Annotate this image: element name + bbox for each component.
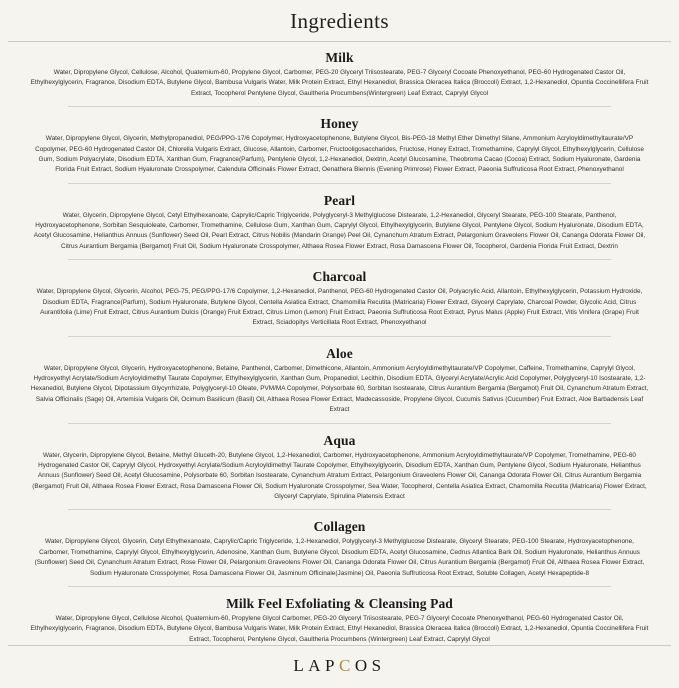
section-title: Collagen <box>313 519 366 535</box>
ingredient-section-aloe <box>26 346 653 416</box>
section-body: Water, Glycerin, Dipropylene Glycol, Betaine, Methyl Gluceth-20, Butylene Glycol, 1,2-Hexanediol, Carbomer, Hydroxyacetophenone, Ammonium Acryloyldimethyltaurate/VP Copolymer, Tromethamine, PEG-60 Hydrogenated Castor Oil, Caprylyl Glycol, Hydroxyethyl Acrylate/Sodium Acryloyldimethyl Taurate Copolymer, Ethylhexylglycerin, Disodium EDTA, Xanthan Gum, Pentylene Glycol, Sodium Hyaluronate, Helianthus Annuus (Sunflower) Seed Oil, Acetyl Glucosamine, Polysorbate 60, Sorbitan Isostearate, Cynanchum Atratum Extract, Pelargonium Graveolens Flower Oil, Cananga Odorata Flower Oil, Citrus Aurantium Bergamia (Bergamot) Fruit Oil, Althaea Rosea Flower Extract, Rosa Damascena Flower Oil, Sodium Hyaluronate Crosspolymer, Sea Water, Tocopherol, Centella Asiatica Extract, Chamomilla Recutita (Matricaria) Flower Extract, Glyceryl Caprylate, Spirulina Platensis Extract <box>32 451 647 500</box>
section-divider <box>68 423 611 424</box>
section-body: Water, Dipropylene Glycol, Cellulose, Alcohol, Quaternium-60, Propylene Glycol, Carbomer, PEG-20 Glyceryl Triisostearate, PEG-7 Glyceryl Cocoate Phenoxyethanol, PEG-60 Hydrogenated Castor Oil, Ethylhexylglycerin, Fragrance, Disodium EDTA, Butylene Glycol, Bambusa Vulgaris Water, Milk Protein Extract, Ethyl Hexanediol, Brassica Oleracea Italica (Broccoli) Extract, 1,2-Hexanediol, Opuntia Coccinellifera Fruit Extract, Tocopherol Pentylene Glycol, Gaultheria Procumbens(Wintergreen) Leaf Extract, Caprylyl Glycol <box>30 69 649 97</box>
page-title: Ingredients <box>290 9 389 33</box>
brand-logo-part3: OS <box>354 656 386 675</box>
section-divider <box>68 509 611 510</box>
ingredient-section-charcoal <box>26 269 653 329</box>
section-body: Water, Glycerin, Dipropylene Glycol, Cetyl Ethylhexanoate, Caprylic/Capric Triglyceride, Polyglyceryl-3 Methylglucose Distearate, 1,2-Hexanediol, Glyceryl Stearate, PEG-100 Stearate, Panthenol, Hydroxyacetophenone, Sorbitan Sesquioleate, Carbomer, Tromethamine, Cellulose Gum, Xanthan Gum, Caprylyl Glycol, Ethylhexylglycerin, Butylene Glycol, Pentylene Glycol, Sodium Hyaluronate, Disodium EDTA, Acetyl Glucosamine, Helianthus Annuus (Sunflower) Seed Oil, Pearl Extract, Citrus Nobilis (Mandarin Orange) Peel Oil, Cynanchum Atratum Extract, Pelargonium Graveolens Flower Oil, Cananga Odorata Flower Oil, Citrus Aurantium Bergamia (Bergamot) Fruit Oil, Sodium Hyaluronate Crosspolymer, Althaea Rosea Flower Extract, Rosa Damascena Flower Oil, Tocopherol, Gardenia Florida Fruit Extract, Dextrin <box>33 211 646 250</box>
section-title: Milk <box>325 50 354 65</box>
page-header <box>0 0 679 41</box>
section-body: Water, Dipropylene Glycol, Glycerin, Hydroxyacetophenone, Betaine, Panthenol, Carbomer, Dimethicone, Allantoin, Ammonium Acryloyldimethyltaurate/VP Copolymer, Caffeine, Tromethamine, Caprylyl Glycol, Hydroxyethyl Acrylate/Sodium Acryloyldimethyl Taurate Copolymer, Ethylhexylglycerin, Xanthan Gum, Propanediol, Lecithin, Disodium EDTA, Glyceryl Acrylate/Acrylic Acid Copolymer, Polyglyceryl-10 Isostearate, 1,2-Hexanediol, Butylene Glycol, Dipotassium Glycyrrhizate, Polyglyceryl-10 Oleate, PVM/MA Copolymer, Polysorbate 60, Sorbitan Isostearate, Citrus Aurantium Bergamia (Bergamot) Fruit Oil, Cynanchum Atratum Extract, Salvia Officinalis (Sage) Oil, Artemisia Vulgaris Oil, Ocimum Basilicum (Basil) Oil, Althaea Rosea Flower Extract, Madecassoside, Propylene Glycol, Cucumis Sativus (Cucumber) Fruit Extract, Aloe Barbadensis Leaf Extract <box>30 364 649 414</box>
ingredient-section-milk <box>26 50 653 99</box>
ingredient-section-milk-feel-pad <box>26 596 653 645</box>
section-divider <box>68 106 611 107</box>
section-divider <box>68 586 611 587</box>
section-body: Water, Dipropylene Glycol, Cellulose Alcohol, Quaternium-60, Propylene Glycol Carbomer, PEG-20 Glyceryl Triisostearate, PEG-7 Glyceryl Cocoate Phenoxyethanol, PEG-60 Hydrogenated Castor Oil, Ethylhexylglycerin, Fragrance, Disodium EDTA, Butylene Glycol, Bambusa Vulgaris Water, Milk Protein Extract, Ethyl Hexanediol, Brassica Oleracea Italica (Broccoli) Extract, 1,2-Hexanediol, Opuntia Coccinellifera Fruit Extract, Tocopherol, Pentylene Glycol, Gaultheria Procumbens (Wintergreen) Leaf Extract, Caprylyl Glycol <box>30 614 649 643</box>
section-divider <box>68 259 611 260</box>
section-divider <box>68 336 611 337</box>
page-footer <box>0 646 679 688</box>
section-title: Honey <box>320 116 359 132</box>
ingredient-section-collagen <box>26 519 653 579</box>
section-body: Water, Dipropylene Glycol, Glycerin, Methylpropanediol, PEG/PPG-17/6 Copolymer, Hydroxyacetophenone, Butylene Glycol, Bis-PEG-18 Methyl Ether Dimethyl Silane, Ammonium Acryloyldimethyltaurate/VP Copolymer, PEG-60 Hydrogenated Castor Oil, Chlorella Vulgaris Extract, Glucose, Allantoin, Carbomer, Fructooligosaccharides, Fructose, Honey Extract, Tromethamine, Caprylyl Glycol, Ethylhexylglycerin, Cellulose Gum, Sodium Polyacrylate, Disodium EDTA, Xanthan Gum, Fragrance(Parfum), Pentylene Glycol, 1,2-Hexanediol, Dextrin, Acetyl Glucosamine, Theobroma Cacao (Cocoa) Extract, Sodium Hyaluronate, Gardenia Florida Fruit Extract, Sodium Hyaluronate Crosspolymer, Calendula Officinalis Flower Extract, Oenathera Biennis (Evening Primrose) Flower Extract, Paeonia Suffruticosa Root Extract, Phenoxyethanol <box>35 135 644 174</box>
brand-logo <box>0 656 679 676</box>
ingredient-section-pearl <box>26 193 653 253</box>
section-body: Water, Dipropylene Glycol, Glycerin, Cetyl Ethylhexanoate, Caprylic/Capric Triglyceride, 1,2-Hexanediol, Polyglyceryl-3 Methylglucose Distearate, Glyceryl Stearate, PEG-100 Stearate, Hydroxyacetophenone, Carbomer, Tromethamine, Caprylyl Glycol, Ethylhexylglycerin, Adenosine, Xanthan Gum, Butylene Glycol, Disodium EDTA, Acetyl Glucosamine, Cedrus Atlantica Bark Oil, Sodium Hyaluronate, Helianthus Annuus (Sunflower) Seed Oil, Cynanchum Atratum Extract, Rose Flower Oil, Pelargonium Graveolens Flower Oil, Cananga Odorata Flower Oil, Citrus Aurantium Bergamia (Bergamot) Fruit Oil, Althaea Rosea Flower Extract, Sodium Hyaluronate Crosspolymer, Rosa Damascena Flower Oil, Jasminum Officinale(Jasmine) Oil, Paeonia Suffruticosa Root Extract, Soluble Collagen, Acetyl Hexapeptide-8 <box>34 538 645 577</box>
section-title: Aloe <box>326 345 353 361</box>
ingredient-section-honey <box>26 116 653 176</box>
ingredients-list <box>0 42 679 645</box>
section-body: Water, Dipropylene Glycol, Glycerin, Alcohol, PEG-75, PEG/PPG-17/6 Copolymer, 1,2-Hexanediol, Panthenol, PEG-60 Hydrogenated Castor Oil, Polyacrylic Acid, Allantoin, Ethylhexylglycerin, Potassium Hydroxide, Disodium EDTA, Fragrance(Parfum), Sodium Hyaluronate, Butylene Glycol, Centella Asiatica Extract, Chamomilla Recutita (Matricaria) Flower Extract, Glyceryl Caprylate, Charcoal Powder, Glycolic Acid, Citrus Aurantifolia (Lime) Fruit Extract, Citrus Aurantium Dulcis (Orange) Fruit Extract, Citrus Limon (Lemon) Fruit Extract, Paeonia Suffruticosa Root Extract, Pyrus Malus (Apple) Fruit Extract, Vitis Vinifera (Grape) Fruit Extract, Sciadopitys Verticillata Root Extract, Phenoxyethanol <box>36 288 643 327</box>
section-title: Charcoal <box>312 269 367 285</box>
section-title: Aqua <box>323 432 356 448</box>
section-title: Pearl <box>323 192 356 208</box>
brand-logo-part1: LAP <box>293 656 340 675</box>
section-divider <box>68 183 611 184</box>
brand-logo-accent: C <box>339 656 355 675</box>
section-title: Milk Feel Exfoliating & Cleansing Pad <box>226 595 453 611</box>
ingredient-section-aqua <box>26 433 653 503</box>
